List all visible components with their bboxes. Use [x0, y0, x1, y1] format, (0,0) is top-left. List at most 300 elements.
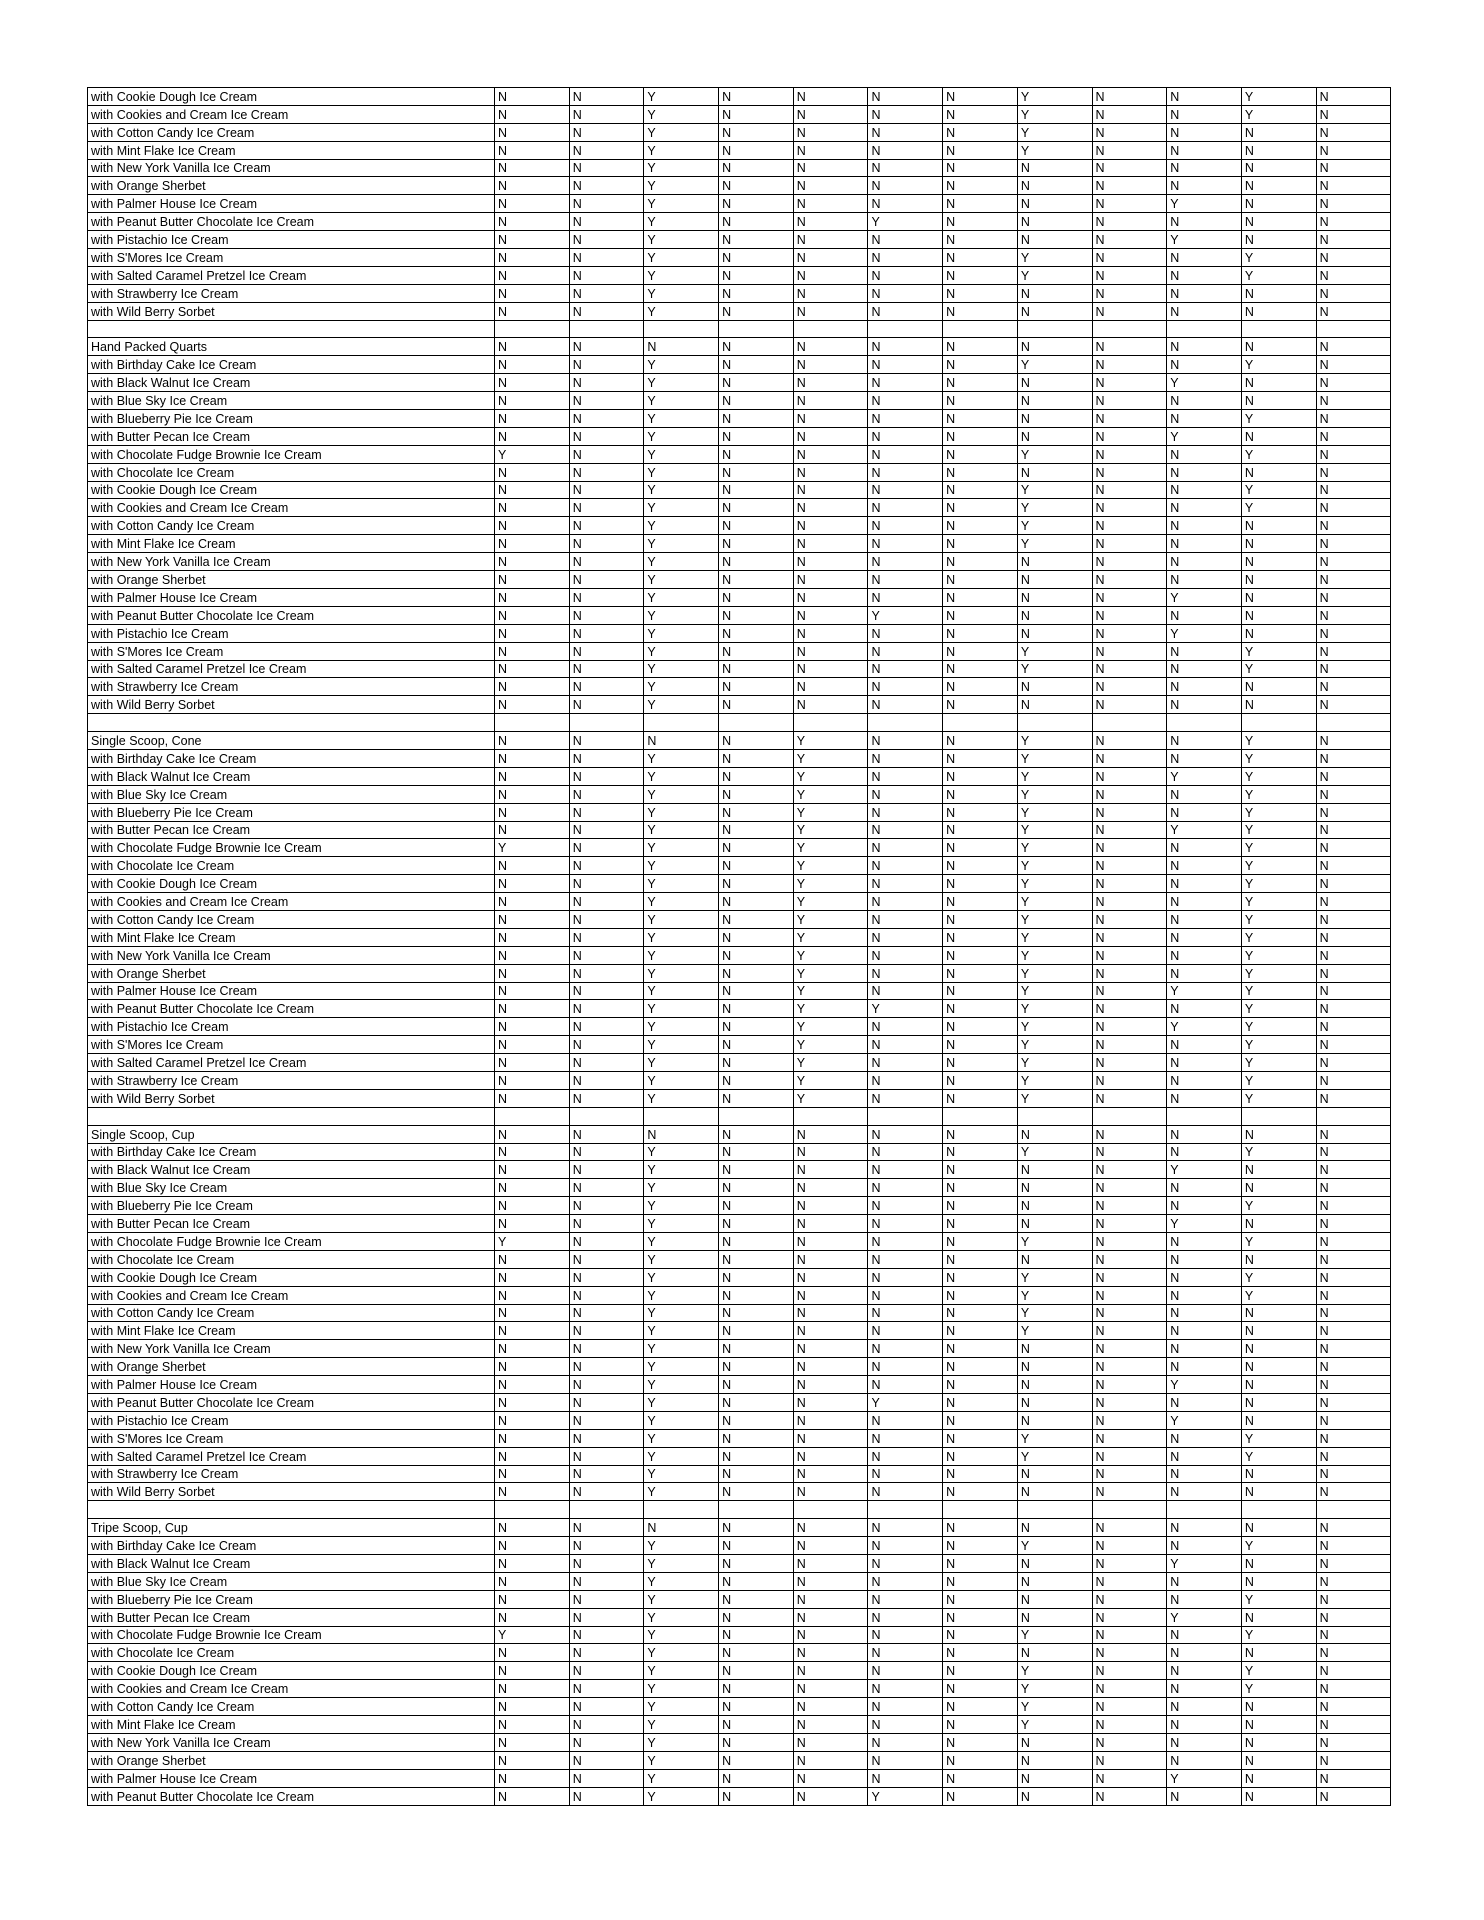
flag-cell: N — [1316, 1071, 1391, 1089]
table-row — [88, 875, 1391, 893]
flag-cell: Y — [868, 1000, 943, 1018]
flag-cell: N — [1017, 374, 1092, 392]
flag-cell: N — [569, 1465, 644, 1483]
flag-cell: N — [943, 266, 1018, 284]
flag-cell: N — [569, 1286, 644, 1304]
flag-cell: N — [1167, 696, 1242, 714]
flag-cell: N — [1316, 1233, 1391, 1251]
flag-cell — [868, 1501, 943, 1519]
flag-cell: N — [495, 767, 570, 785]
flag-cell: Y — [644, 749, 719, 767]
flag-cell: N — [793, 1376, 868, 1394]
flag-cell: N — [569, 1018, 644, 1036]
flag-cell: Y — [644, 445, 719, 463]
flag-cell: N — [793, 88, 868, 106]
flag-cell: Y — [1017, 123, 1092, 141]
flag-cell: N — [1092, 517, 1167, 535]
table-row — [88, 266, 1391, 284]
flag-cell: Y — [1167, 374, 1242, 392]
flag-cell: Y — [1241, 821, 1316, 839]
flag-cell: N — [943, 1429, 1018, 1447]
flag-cell: Y — [644, 1411, 719, 1429]
flag-cell: N — [569, 249, 644, 267]
flag-cell: N — [943, 1769, 1018, 1787]
flag-cell: N — [569, 767, 644, 785]
flag-cell: Y — [644, 392, 719, 410]
flag-cell: N — [719, 1125, 794, 1143]
flag-cell: N — [868, 302, 943, 320]
flag-cell: Y — [1017, 445, 1092, 463]
flag-cell: N — [569, 392, 644, 410]
flag-cell: N — [495, 1465, 570, 1483]
flag-cell: N — [1241, 427, 1316, 445]
table-row — [88, 1286, 1391, 1304]
flag-cell: N — [1092, 678, 1167, 696]
flag-cell: N — [868, 1680, 943, 1698]
table-row — [88, 1000, 1391, 1018]
flag-cell: N — [1092, 1340, 1167, 1358]
flag-cell: N — [495, 1644, 570, 1662]
flag-cell: N — [793, 535, 868, 553]
flag-cell: N — [495, 410, 570, 428]
flag-cell: N — [1092, 427, 1167, 445]
table-row — [88, 249, 1391, 267]
flag-cell: Y — [1241, 1197, 1316, 1215]
flag-cell: N — [1241, 1215, 1316, 1233]
flag-cell: N — [569, 517, 644, 535]
flag-cell: Y — [1241, 642, 1316, 660]
flag-cell: Y — [1241, 1268, 1316, 1286]
item-name-cell: with Cookie Dough Ice Cream — [88, 875, 495, 893]
item-name-cell: with Wild Berry Sorbet — [88, 1483, 495, 1501]
item-name-cell: with Orange Sherbet — [88, 1751, 495, 1769]
item-name-cell: with Palmer House Ice Cream — [88, 982, 495, 1000]
table-row — [88, 517, 1391, 535]
flag-cell: Y — [1017, 88, 1092, 106]
flag-cell: Y — [644, 624, 719, 642]
flag-cell: N — [943, 463, 1018, 481]
flag-cell: N — [1316, 177, 1391, 195]
flag-cell: N — [1017, 195, 1092, 213]
flag-cell: Y — [793, 893, 868, 911]
flag-cell — [719, 714, 794, 732]
flag-cell: N — [1092, 1644, 1167, 1662]
table-row — [88, 964, 1391, 982]
flag-cell: N — [868, 821, 943, 839]
flag-cell: N — [868, 642, 943, 660]
flag-cell: N — [495, 88, 570, 106]
flag-cell: N — [1092, 1143, 1167, 1161]
flag-cell: Y — [1241, 499, 1316, 517]
item-name-cell: with Salted Caramel Pretzel Ice Cream — [88, 1447, 495, 1465]
flag-cell: N — [1316, 803, 1391, 821]
flag-cell: N — [1316, 1787, 1391, 1805]
flag-cell: N — [868, 1036, 943, 1054]
flag-cell: N — [1167, 732, 1242, 750]
flag-cell: N — [1167, 1626, 1242, 1644]
flag-cell: N — [1092, 1572, 1167, 1590]
item-name-cell: with Peanut Butter Chocolate Ice Cream — [88, 606, 495, 624]
flag-cell: N — [1241, 696, 1316, 714]
flag-cell: Y — [644, 1322, 719, 1340]
flag-cell: N — [868, 517, 943, 535]
flag-cell: N — [793, 1465, 868, 1483]
flag-cell: N — [943, 1590, 1018, 1608]
flag-cell: N — [1241, 678, 1316, 696]
flag-cell: Y — [793, 785, 868, 803]
flag-cell: N — [495, 1322, 570, 1340]
item-name-cell: with Chocolate Fudge Brownie Ice Cream — [88, 1233, 495, 1251]
flag-cell: N — [569, 910, 644, 928]
table-row — [88, 1411, 1391, 1429]
flag-cell: N — [943, 249, 1018, 267]
flag-cell: N — [1316, 249, 1391, 267]
flag-cell: N — [1167, 445, 1242, 463]
flag-cell: Y — [644, 284, 719, 302]
flag-cell: N — [1316, 284, 1391, 302]
flag-cell: N — [1167, 1268, 1242, 1286]
flag-cell: Y — [793, 1071, 868, 1089]
flag-cell: Y — [1241, 1071, 1316, 1089]
flag-cell: N — [868, 696, 943, 714]
flag-cell: N — [1017, 1769, 1092, 1787]
flag-cell: N — [1092, 499, 1167, 517]
table-row — [88, 767, 1391, 785]
flag-cell: Y — [644, 1250, 719, 1268]
flag-cell: N — [719, 231, 794, 249]
flag-cell — [719, 1501, 794, 1519]
flag-cell: N — [495, 356, 570, 374]
flag-cell: N — [495, 1161, 570, 1179]
flag-cell: N — [495, 1000, 570, 1018]
flag-cell: Y — [1241, 982, 1316, 1000]
flag-cell: N — [1167, 499, 1242, 517]
flag-cell: N — [1092, 302, 1167, 320]
item-name-cell: with Strawberry Ice Cream — [88, 284, 495, 302]
flag-cell: N — [495, 1751, 570, 1769]
flag-cell: N — [943, 1716, 1018, 1734]
item-name-cell: with Blueberry Pie Ice Cream — [88, 1197, 495, 1215]
flag-cell: N — [868, 1608, 943, 1626]
flag-cell: Y — [1241, 1143, 1316, 1161]
flag-cell: N — [943, 624, 1018, 642]
flag-cell: N — [943, 1215, 1018, 1233]
flag-cell: N — [1092, 481, 1167, 499]
flag-cell: N — [943, 123, 1018, 141]
table-row — [88, 445, 1391, 463]
flag-cell: Y — [644, 249, 719, 267]
flag-cell: N — [943, 749, 1018, 767]
flag-cell: Y — [1241, 1537, 1316, 1555]
table-row — [88, 893, 1391, 911]
flag-cell: N — [943, 481, 1018, 499]
flag-cell: Y — [644, 785, 719, 803]
flag-cell: N — [495, 946, 570, 964]
item-name-cell: with Salted Caramel Pretzel Ice Cream — [88, 660, 495, 678]
flag-cell: N — [1316, 517, 1391, 535]
flag-cell: N — [1017, 1465, 1092, 1483]
flag-cell: N — [1167, 123, 1242, 141]
flag-cell: N — [1092, 839, 1167, 857]
flag-cell: N — [1167, 928, 1242, 946]
flag-cell: N — [1167, 785, 1242, 803]
flag-cell: Y — [1017, 1304, 1092, 1322]
flag-cell: N — [1092, 338, 1167, 356]
flag-cell: N — [1092, 803, 1167, 821]
flag-cell: N — [569, 177, 644, 195]
flag-cell: N — [1092, 1000, 1167, 1018]
flag-cell: N — [943, 678, 1018, 696]
item-name-cell: with Orange Sherbet — [88, 1358, 495, 1376]
table-row — [88, 1555, 1391, 1573]
flag-cell: N — [1316, 374, 1391, 392]
flag-cell: Y — [793, 875, 868, 893]
flag-cell: Y — [1017, 964, 1092, 982]
flag-cell: N — [719, 588, 794, 606]
table-row — [88, 463, 1391, 481]
flag-cell: Y — [793, 821, 868, 839]
flag-cell: N — [793, 481, 868, 499]
flag-cell: N — [569, 1787, 644, 1805]
flag-cell: Y — [1017, 1036, 1092, 1054]
flag-cell: N — [1167, 1089, 1242, 1107]
flag-cell: N — [868, 231, 943, 249]
flag-cell: N — [569, 1125, 644, 1143]
flag-cell: N — [1241, 141, 1316, 159]
flag-cell: N — [719, 1769, 794, 1787]
flag-cell: N — [1167, 1000, 1242, 1018]
table-row — [88, 1089, 1391, 1107]
flag-cell: N — [719, 1197, 794, 1215]
flag-cell: N — [1241, 1555, 1316, 1573]
flag-cell: N — [719, 642, 794, 660]
flag-cell: Y — [644, 839, 719, 857]
flag-cell: N — [1092, 696, 1167, 714]
flag-cell: N — [1316, 606, 1391, 624]
table-row — [88, 410, 1391, 428]
flag-cell: N — [1167, 177, 1242, 195]
flag-cell: N — [1316, 946, 1391, 964]
flag-cell: N — [1167, 964, 1242, 982]
flag-cell: N — [569, 356, 644, 374]
table-row — [88, 1394, 1391, 1412]
table-row — [88, 1590, 1391, 1608]
flag-cell: N — [1167, 571, 1242, 589]
flag-cell: N — [793, 1358, 868, 1376]
flag-cell: N — [943, 553, 1018, 571]
flag-cell: N — [868, 1465, 943, 1483]
flag-cell: Y — [644, 1572, 719, 1590]
flag-cell: N — [495, 481, 570, 499]
flag-cell: N — [868, 767, 943, 785]
flag-cell: N — [1092, 177, 1167, 195]
item-name-cell: with Cookies and Cream Ice Cream — [88, 1286, 495, 1304]
flag-cell: N — [495, 1071, 570, 1089]
item-name-cell: with Cotton Candy Ice Cream — [88, 910, 495, 928]
flag-cell: N — [1241, 1340, 1316, 1358]
flag-cell: N — [1017, 1179, 1092, 1197]
flag-cell: N — [719, 159, 794, 177]
flag-cell: N — [943, 1376, 1018, 1394]
flag-cell: N — [868, 374, 943, 392]
flag-cell: N — [1316, 1286, 1391, 1304]
flag-cell: N — [943, 1161, 1018, 1179]
flag-cell: N — [793, 588, 868, 606]
flag-cell: Y — [793, 928, 868, 946]
flag-cell: N — [1167, 1233, 1242, 1251]
item-name-cell: with Pistachio Ice Cream — [88, 624, 495, 642]
flag-cell: N — [1017, 606, 1092, 624]
flag-cell: N — [1316, 571, 1391, 589]
flag-cell: N — [943, 1733, 1018, 1751]
flag-cell: N — [868, 392, 943, 410]
table-row — [88, 1662, 1391, 1680]
flag-cell: N — [495, 1143, 570, 1161]
flag-cell: Y — [1241, 445, 1316, 463]
table-row — [88, 141, 1391, 159]
flag-cell: N — [943, 445, 1018, 463]
flag-cell: N — [719, 1000, 794, 1018]
table-row — [88, 1268, 1391, 1286]
flag-cell: N — [1017, 463, 1092, 481]
flag-cell: Y — [644, 88, 719, 106]
item-name-cell: with Cookie Dough Ice Cream — [88, 1268, 495, 1286]
item-name-cell: with S'Mores Ice Cream — [88, 1036, 495, 1054]
flag-cell: Y — [868, 606, 943, 624]
flag-cell: Y — [793, 1054, 868, 1072]
flag-cell: Y — [793, 732, 868, 750]
flag-cell: N — [1316, 1716, 1391, 1734]
flag-cell: N — [868, 123, 943, 141]
flag-cell: Y — [1017, 1071, 1092, 1089]
flag-cell: N — [569, 1680, 644, 1698]
flag-cell: N — [793, 1179, 868, 1197]
flag-cell: N — [495, 105, 570, 123]
flag-cell: Y — [1017, 1054, 1092, 1072]
flag-cell: Y — [644, 1233, 719, 1251]
flag-cell: Y — [644, 1680, 719, 1698]
flag-cell: Y — [1017, 982, 1092, 1000]
flag-cell: N — [1241, 1733, 1316, 1751]
flag-cell: Y — [644, 642, 719, 660]
flag-cell: N — [719, 1608, 794, 1626]
flag-cell: N — [1241, 1716, 1316, 1734]
table-row — [88, 1125, 1391, 1143]
flag-cell: N — [495, 1519, 570, 1537]
flag-cell: N — [495, 213, 570, 231]
flag-cell — [1092, 714, 1167, 732]
flag-cell: N — [569, 1179, 644, 1197]
flag-cell — [719, 1107, 794, 1125]
flag-cell: N — [1092, 195, 1167, 213]
table-row — [88, 159, 1391, 177]
flag-cell: N — [1241, 195, 1316, 213]
flag-cell: N — [1167, 910, 1242, 928]
flag-cell: Y — [644, 606, 719, 624]
flag-cell: N — [569, 1215, 644, 1233]
flag-cell: N — [943, 1089, 1018, 1107]
flag-cell: N — [569, 1698, 644, 1716]
flag-cell: N — [569, 1161, 644, 1179]
flag-cell — [793, 1501, 868, 1519]
item-name-cell: with Black Walnut Ice Cream — [88, 374, 495, 392]
flag-cell: Y — [1167, 231, 1242, 249]
flag-cell: N — [569, 785, 644, 803]
flag-cell: N — [793, 1268, 868, 1286]
flag-cell: N — [1241, 1608, 1316, 1626]
flag-cell: N — [1092, 785, 1167, 803]
flag-cell: Y — [644, 964, 719, 982]
flag-cell: N — [1316, 1036, 1391, 1054]
flag-cell: N — [1017, 1733, 1092, 1751]
flag-cell: N — [569, 1089, 644, 1107]
flag-cell: N — [793, 1250, 868, 1268]
flag-cell: N — [569, 1519, 644, 1537]
flag-cell: N — [1167, 1394, 1242, 1412]
flag-cell: Y — [495, 839, 570, 857]
flag-cell: N — [1167, 1250, 1242, 1268]
flag-cell: N — [1167, 1304, 1242, 1322]
flag-cell: N — [1167, 463, 1242, 481]
flag-cell: N — [793, 356, 868, 374]
flag-cell: N — [943, 356, 1018, 374]
table-row — [88, 338, 1391, 356]
flag-cell: N — [1167, 249, 1242, 267]
flag-cell: N — [793, 1537, 868, 1555]
flag-cell: N — [1167, 338, 1242, 356]
flag-cell: N — [1316, 1322, 1391, 1340]
flag-cell: Y — [644, 1537, 719, 1555]
flag-cell: N — [1241, 624, 1316, 642]
flag-cell: N — [1017, 1590, 1092, 1608]
flag-cell: N — [793, 606, 868, 624]
table-row — [88, 195, 1391, 213]
flag-cell: N — [1092, 1608, 1167, 1626]
flag-cell: Y — [644, 660, 719, 678]
flag-cell — [1241, 320, 1316, 338]
flag-cell: Y — [1017, 1716, 1092, 1734]
flag-cell: N — [569, 427, 644, 445]
flag-cell: Y — [1017, 1447, 1092, 1465]
flag-cell: Y — [1167, 1161, 1242, 1179]
flag-cell: N — [495, 1555, 570, 1573]
flag-cell: N — [868, 410, 943, 428]
flag-cell: N — [793, 463, 868, 481]
flag-cell: Y — [644, 1304, 719, 1322]
flag-cell: N — [1316, 1250, 1391, 1268]
item-name-cell: Single Scoop, Cone — [88, 732, 495, 750]
table-row — [88, 427, 1391, 445]
flag-cell: N — [1167, 213, 1242, 231]
flag-cell: Y — [644, 1590, 719, 1608]
flag-cell: N — [719, 1429, 794, 1447]
flag-cell: N — [1017, 1376, 1092, 1394]
flag-cell: Y — [644, 356, 719, 374]
flag-cell: N — [719, 767, 794, 785]
item-name-cell: with Blue Sky Ice Cream — [88, 1179, 495, 1197]
flag-cell: Y — [1017, 1662, 1092, 1680]
flag-cell: N — [719, 1304, 794, 1322]
flag-cell: N — [495, 785, 570, 803]
flag-cell: N — [1316, 964, 1391, 982]
item-name-cell: with Black Walnut Ice Cream — [88, 1161, 495, 1179]
flag-cell: N — [569, 213, 644, 231]
flag-cell: N — [1316, 696, 1391, 714]
table-row — [88, 535, 1391, 553]
flag-cell: N — [868, 1483, 943, 1501]
flag-cell: N — [793, 1751, 868, 1769]
flag-cell: N — [1316, 1590, 1391, 1608]
